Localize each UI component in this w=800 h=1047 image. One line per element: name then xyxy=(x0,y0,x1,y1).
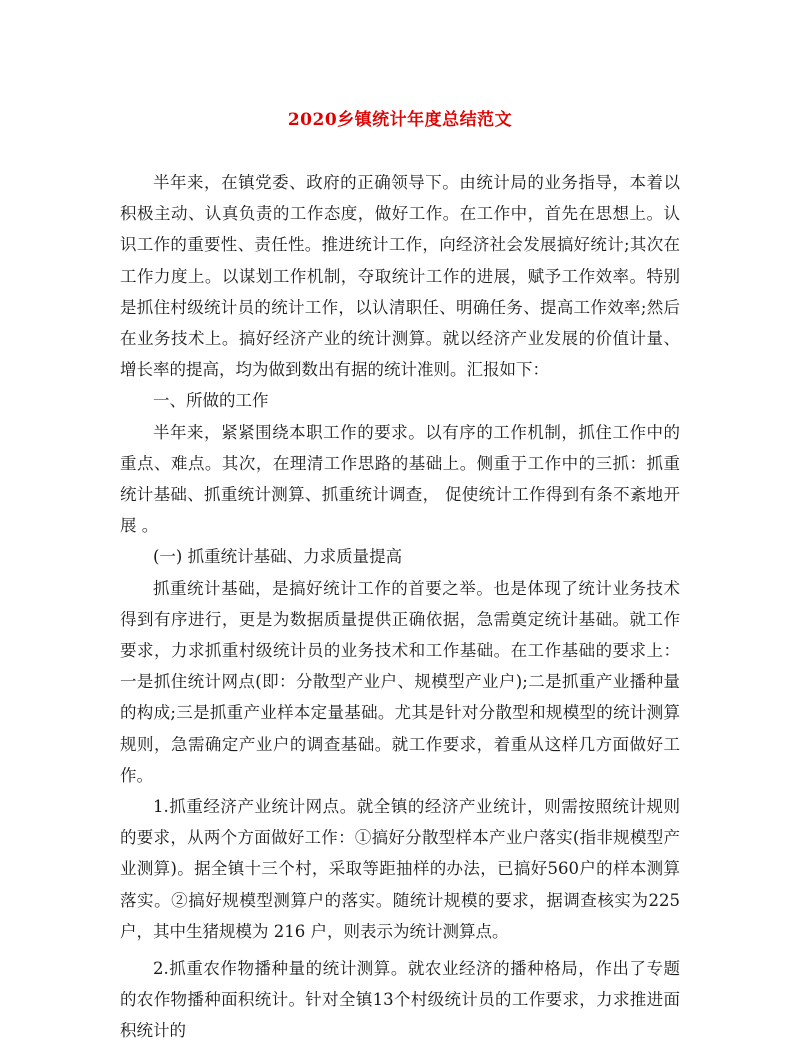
item-1-paragraph: 1.抓重经济产业统计网点。就全镇的经济产业统计，则需按照统计规则的要求，从两个方面做好工作：①搞好分散型样本产业户落实(指非规模型产业测算)。据全镇十三个村，采取等距抽样的办法，已搞好560户的样本测算落实。②搞好规模型测算户的落实。随统计规模的要求，据调查核实为225户，其中生猪规模为 216 户，则表示为统计测算点。 xyxy=(120,797,680,941)
subsection-heading-statistics-basis: (一) 抓重统计基础、力求质量提高 xyxy=(153,547,403,567)
item-2-paragraph: 2.抓重农作物播种量的统计测算。就农业经济的播种格局，作出了专题的农作物播种面积统计。针对全镇13个村级统计员的工作要求，力求推进面积统计的 xyxy=(120,959,680,1041)
work-summary-paragraph: 半年来，紧紧围绕本职工作的要求。以有序的工作机制，抓住工作中的重点、难点。其次，在理清工作思路的基础上。侧重于工作中的三抓：抓重统计基础、抓重统计测算、抓重统计调查， 促使统计工作得到有条不紊地开展 。 xyxy=(120,422,680,536)
intro-paragraph: 半年来，在镇党委、政府的正确领导下。由统计局的业务指导，本着以积极主动、认真负责的工作态度，做好工作。在工作中，首先在思想上。认识工作的重要性、责任性。推进统计工作，向经济社会发展搞好统计;其次在工作力度上。以谋划工作机制，夺取统计工作的进展，赋予工作效率。特别是抓住村级统计员的统计工作，以认清职任、明确任务、提高工作效率;然后在业务技术上。搞好经济产业的统计测算。就以经济产业发展的价值计量、增长率的提高，均为做到数出有据的统计准则。汇报如下： xyxy=(120,173,680,380)
section-heading-work-done: 一、所做的工作 xyxy=(153,391,269,411)
statistics-basis-paragraph: 抓重统计基础，是搞好统计工作的首要之举。也是体现了统计业务技术得到有序进行，更是为数据质量提供正确依据，急需奠定统计基础。就工作要求，力求抓重村级统计员的业务技术和工作基础。在工作基础的要求上：一是抓住统计网点(即：分散型产业户、规模型产业户);二是抓重产业播种量的构成;三是抓重产业样本定量基础。尤其是针对分散型和规模型的统计测算规则，急需确定产业户的调查基础。就工作要求，着重从这样几方面做好工作。 xyxy=(120,578,680,785)
document-body xyxy=(120,167,680,1047)
document-title: 2020乡镇统计年度总结范文 xyxy=(287,110,513,130)
